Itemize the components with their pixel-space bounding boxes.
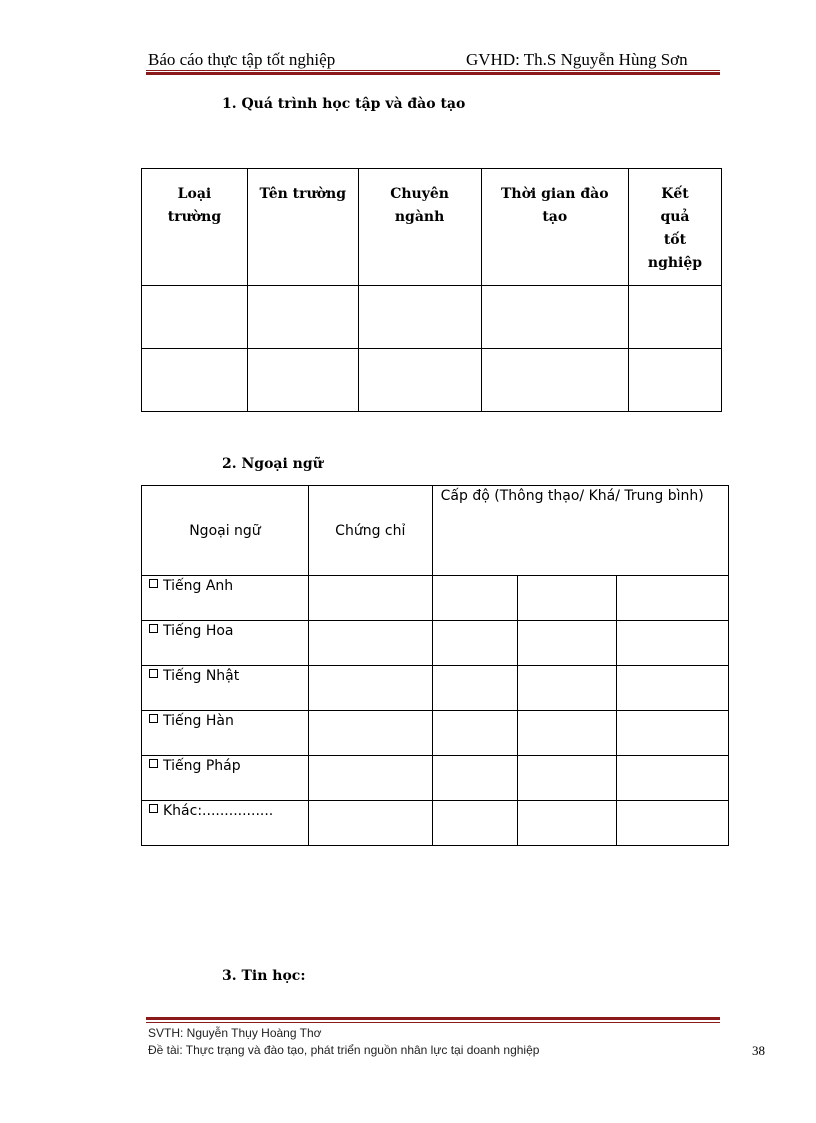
table-row bbox=[142, 711, 729, 756]
table-cell[interactable] bbox=[481, 286, 628, 349]
language-label-cell bbox=[142, 576, 309, 621]
table-row bbox=[142, 286, 722, 349]
table-cell[interactable] bbox=[358, 286, 481, 349]
col-duration: Thời gian đào tạo bbox=[481, 169, 628, 286]
language-label-cell bbox=[142, 666, 309, 711]
checkbox[interactable] bbox=[149, 579, 158, 588]
table-cell[interactable] bbox=[628, 349, 721, 412]
header-rule-bottom bbox=[146, 72, 720, 75]
table-cell[interactable] bbox=[628, 286, 721, 349]
table-cell[interactable] bbox=[142, 349, 248, 412]
footer-rule-bottom bbox=[146, 1022, 720, 1023]
language-label: Tiếng Anh bbox=[163, 578, 234, 594]
language-label-cell bbox=[142, 756, 309, 801]
table-cell[interactable] bbox=[481, 349, 628, 412]
table-cell[interactable] bbox=[518, 711, 617, 756]
language-label: Tiếng Hoa bbox=[163, 623, 234, 639]
table-row bbox=[142, 756, 729, 801]
table-row bbox=[142, 576, 729, 621]
table-cell[interactable] bbox=[617, 801, 729, 846]
checkbox[interactable] bbox=[149, 624, 158, 633]
table-cell[interactable] bbox=[308, 666, 432, 711]
language-label: Khác:................ bbox=[163, 803, 274, 819]
col-level: Cấp độ (Thông thạo/ Khá/ Trung bình) bbox=[432, 486, 728, 576]
table-cell[interactable] bbox=[308, 711, 432, 756]
table-row bbox=[142, 621, 729, 666]
checkbox[interactable] bbox=[149, 714, 158, 723]
table-cell[interactable] bbox=[432, 801, 518, 846]
col-school-name: Tên trường bbox=[247, 169, 358, 286]
col-language: Ngoại ngữ bbox=[142, 486, 309, 576]
header-advisor: GVHD: Th.S Nguyễn Hùng Sơn bbox=[466, 50, 688, 69]
table-cell[interactable] bbox=[617, 576, 729, 621]
table-cell[interactable] bbox=[432, 666, 518, 711]
table-cell[interactable] bbox=[308, 801, 432, 846]
table-cell[interactable] bbox=[617, 621, 729, 666]
table-row bbox=[142, 801, 729, 846]
table-cell[interactable] bbox=[432, 621, 518, 666]
col-certificate: Chứng chỉ bbox=[308, 486, 432, 576]
language-label-cell bbox=[142, 801, 309, 846]
table-cell[interactable] bbox=[432, 711, 518, 756]
table-cell[interactable] bbox=[432, 576, 518, 621]
section-1-title: 1. Quá trình học tập và đào tạo bbox=[222, 96, 466, 112]
col-school-type: Loại trường bbox=[142, 169, 248, 286]
table-cell[interactable] bbox=[358, 349, 481, 412]
section-2-title: 2. Ngoại ngữ bbox=[222, 456, 323, 472]
table-cell[interactable] bbox=[247, 286, 358, 349]
table-cell[interactable] bbox=[142, 286, 248, 349]
table-cell[interactable] bbox=[617, 666, 729, 711]
table-cell[interactable] bbox=[518, 621, 617, 666]
language-header-row bbox=[142, 486, 729, 576]
table-cell[interactable] bbox=[617, 756, 729, 801]
header-report-title: Báo cáo thực tập tốt nghiệp bbox=[148, 50, 336, 69]
checkbox[interactable] bbox=[149, 669, 158, 678]
table-row bbox=[142, 666, 729, 711]
footer-student: SVTH: Nguyễn Thụy Hoàng Thơ bbox=[148, 1026, 322, 1040]
table-cell[interactable] bbox=[617, 711, 729, 756]
checkbox[interactable] bbox=[149, 759, 158, 768]
footer-topic: Đề tài: Thực trạng và đào tạo, phát triển nguồn nhân lực tại doanh nghiệp bbox=[148, 1043, 540, 1057]
table-cell[interactable] bbox=[432, 756, 518, 801]
checkbox[interactable] bbox=[149, 804, 158, 813]
language-label-cell bbox=[142, 711, 309, 756]
table-cell[interactable] bbox=[518, 756, 617, 801]
education-table bbox=[141, 168, 722, 412]
table-cell[interactable] bbox=[308, 756, 432, 801]
table-cell[interactable] bbox=[518, 801, 617, 846]
col-result: Kết quả tốt nghiệp bbox=[628, 169, 721, 286]
header-rule-top bbox=[146, 70, 720, 71]
language-label: Tiếng Nhật bbox=[163, 668, 240, 684]
table-cell[interactable] bbox=[247, 349, 358, 412]
page-number: 38 bbox=[752, 1043, 765, 1058]
language-label: Tiếng Hàn bbox=[163, 713, 234, 729]
language-table bbox=[141, 485, 729, 846]
education-header-row bbox=[142, 169, 722, 286]
table-cell[interactable] bbox=[308, 621, 432, 666]
col-major: Chuyên ngành bbox=[358, 169, 481, 286]
table-row bbox=[142, 349, 722, 412]
table-cell[interactable] bbox=[518, 666, 617, 711]
table-cell[interactable] bbox=[308, 576, 432, 621]
language-label-cell bbox=[142, 621, 309, 666]
section-3-title: 3. Tin học: bbox=[222, 968, 306, 984]
footer-rule-top bbox=[146, 1017, 720, 1020]
table-cell[interactable] bbox=[518, 576, 617, 621]
language-label: Tiếng Pháp bbox=[163, 758, 241, 774]
